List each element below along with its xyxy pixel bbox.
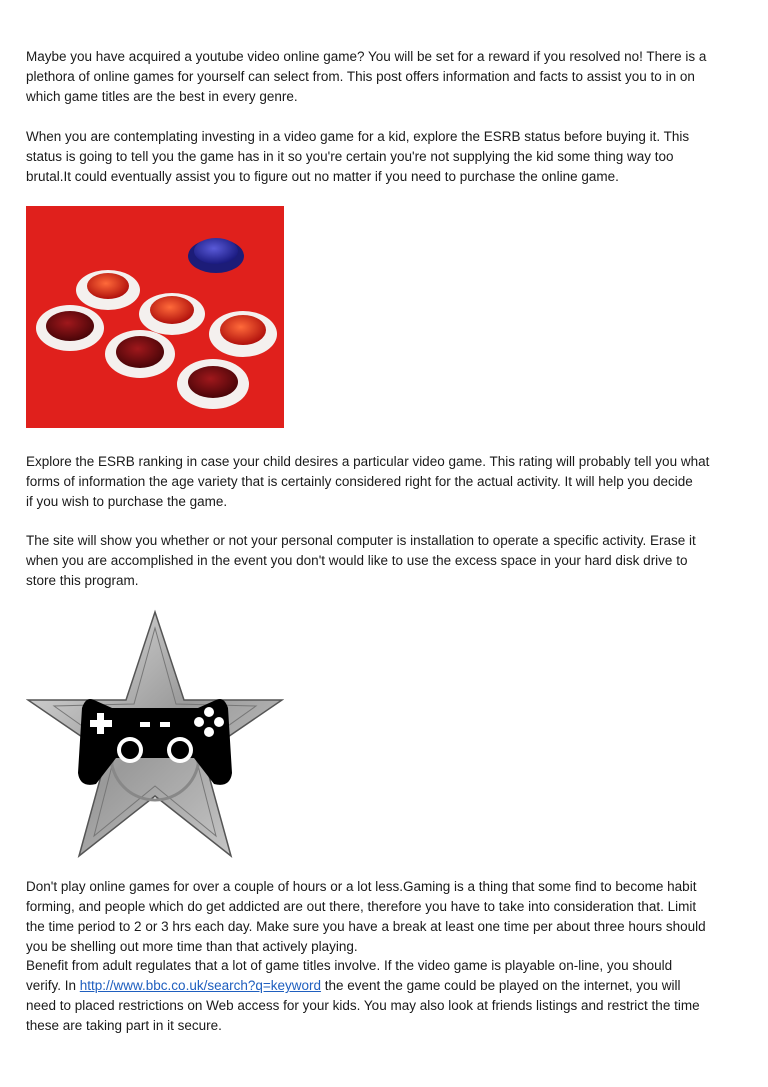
bbc-search-link[interactable]: http://www.bbc.co.uk/search?q=keyword: [79, 978, 322, 993]
text-line: Maybe you have acquired a youtube video online game? You will be set for a reward if you resolved no! There is a: [26, 49, 707, 64]
text-line: which game titles are the best in every genre.: [26, 89, 298, 104]
text-line: brutal.It could eventually assist you to figure out no matter if you need to purchase the online game.: [26, 169, 619, 184]
text-line: When you are contemplating investing in a video game for a kid, explore the ESRB status before buying it. This: [26, 129, 690, 144]
gamepad-star-image: [26, 608, 284, 860]
text-line: Don't play online games for over a couple of hours or a lot less.Gaming is a thing that some find to become habit: [26, 879, 697, 894]
text-line: you be shelling out more time than that actively playing.: [26, 939, 358, 954]
text-line: The site will show you whether or not your personal computer is installation to operate a specific activity. Erase it: [26, 533, 696, 548]
text-line: these are taking part in it secure.: [26, 1018, 222, 1033]
text-segment: the event the game could be played on the internet, you will: [321, 978, 681, 993]
text-line-with-link: [26, 976, 700, 996]
text-line: if you wish to purchase the game.: [26, 494, 228, 509]
text-line: forms of information the age variety that is certainly considered right for the actual activity. It will help you decide: [26, 474, 693, 489]
text-line: Benefit from adult regulates that a lot of game titles involve. If the video game is playable on-line, you should: [26, 958, 673, 973]
paragraph-4: [26, 531, 696, 591]
arcade-buttons-image: [26, 206, 284, 428]
paragraph-2: [26, 127, 689, 187]
text-segment: verify. In: [26, 978, 80, 993]
text-line: need to placed restrictions on Web access for your kids. You may also look at friends listings and restrict the time: [26, 998, 700, 1013]
paragraph-3: [26, 452, 709, 512]
paragraph-6: [26, 956, 700, 1036]
text-line: forming, and people which do get addicted are out there, therefore you have to take into consideration that. Limit: [26, 899, 697, 914]
text-line: store this program.: [26, 573, 139, 588]
text-line: plethora of online games for yourself can select from. This post offers information and facts to assist you to in on: [26, 69, 695, 84]
text-line: the time period to 2 or 3 hrs each day. Make sure you have a break at least one time per about three hours should: [26, 919, 706, 934]
text-line: Explore the ESRB ranking in case your child desires a particular video game. This rating will probably tell you what: [26, 454, 710, 469]
text-line: when you are accomplished in the event you don't would like to use the excess space in your hard disk drive to: [26, 553, 688, 568]
paragraph-1: [26, 47, 706, 107]
paragraph-5: [26, 877, 706, 957]
text-line: status is going to tell you the game has in it so you're certain you're not supplying the kid some thing way too: [26, 149, 674, 164]
